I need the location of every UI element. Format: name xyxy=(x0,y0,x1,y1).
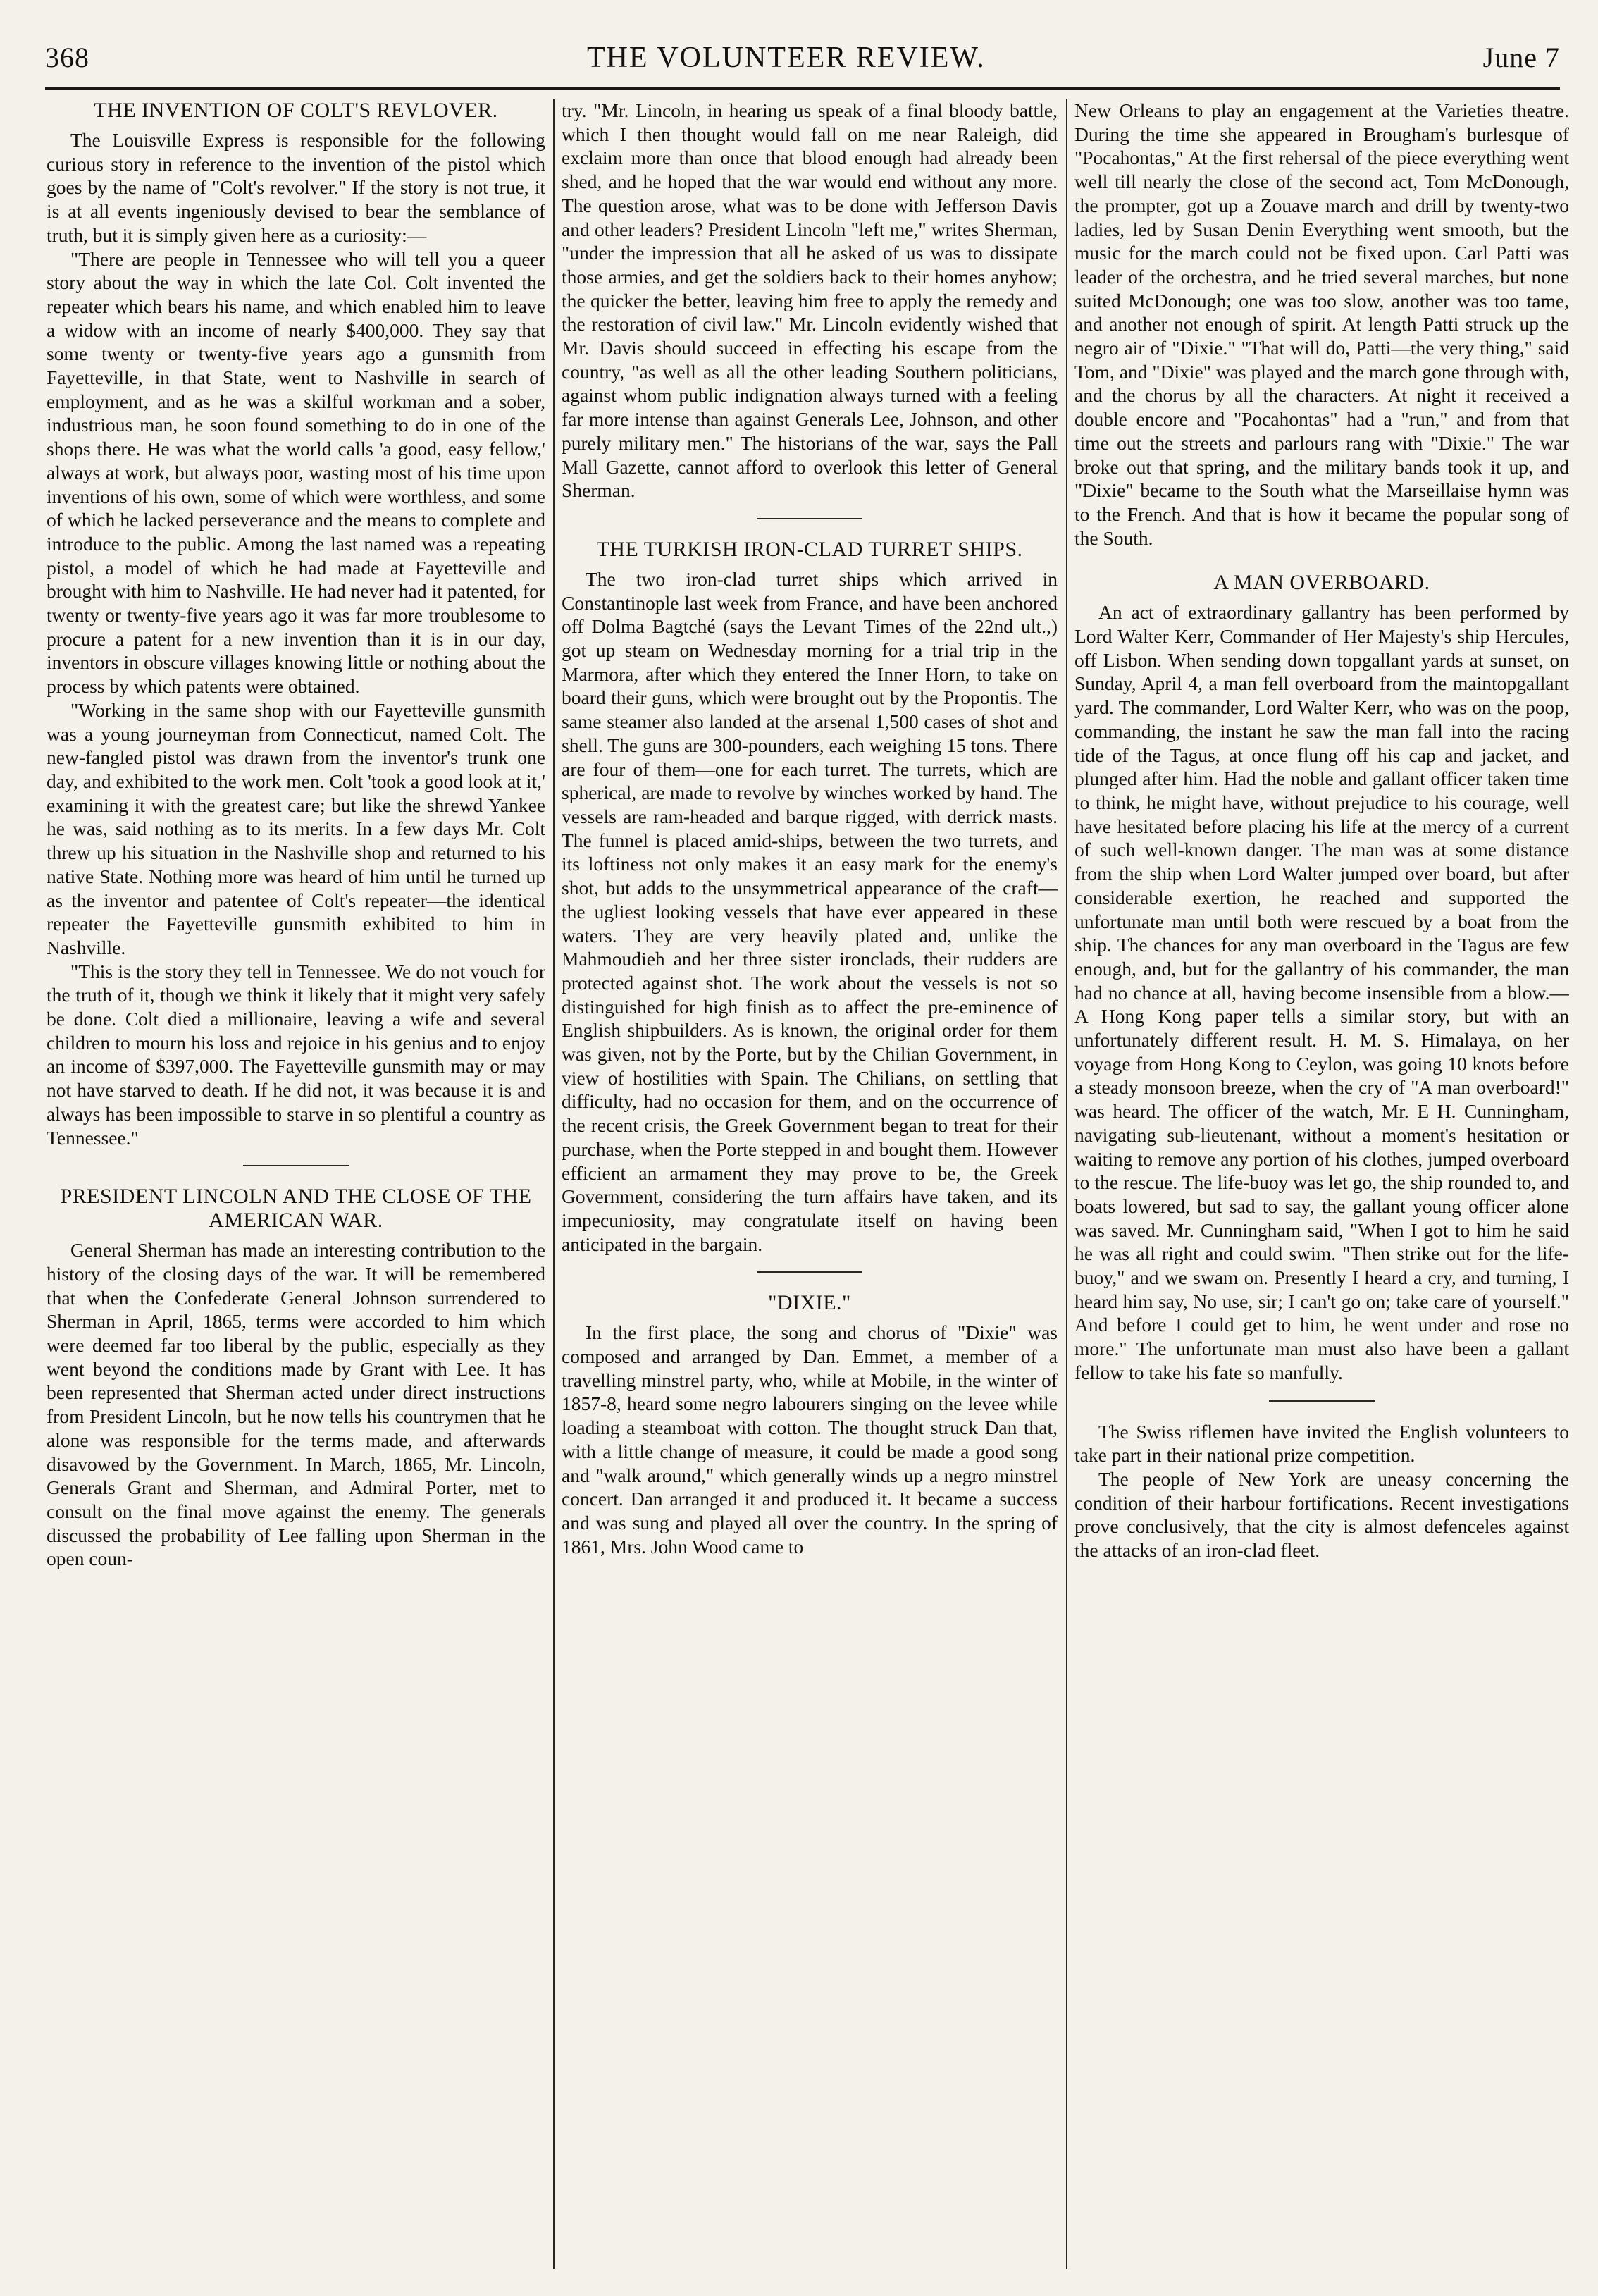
column-2 xyxy=(562,99,1058,2269)
article-title: "DIXIE." xyxy=(768,1291,851,1315)
article-paragraph: "There are people in Tennessee who will tell you a queer story about the way in which the late Col. Colt invented the repeater which bears his name, and which enabled him to leave a widow with an income of nearly $400,000. They say that some twenty or twenty-five years ago a gunsmith from Fayetteville, in that State, went to Nashville in search of employment, and as he was a skilful workman and a sober, industrious man, he soon found something to do in one of the shops there. He was what the world calls 'a good, easy fellow,' always at work, but always poor, wasting most of his time upon inventions of his own, some of which were worthless, and some of which he lacked perseverance and the means to complete and introduce to the public. Among the last named was a repeating pistol, a model of which he had made at Fayetteville and brought with him to Nashville. He had never had it patented, for twenty or twenty-five years ago it was far more troublesome to procure a patent for a new invention than it is in our day, inventors in obscure villages knowing little or nothing about the process by which patents were obtained. xyxy=(47,247,545,698)
journal-title: THE VOLUNTEER REVIEW. xyxy=(586,42,986,74)
article-title: A MAN OVERBOARD. xyxy=(1213,571,1430,595)
news-note: The Swiss riflemen have invited the English volunteers to take part in their national prize competition. xyxy=(1074,1420,1569,1467)
article-separator xyxy=(757,518,862,519)
article-paragraph: An act of extraordinary gallantry has been performed by Lord Walter Kerr, Commander of Her Majesty's ship Hercules, off Lisbon. When sending down topgallant yards at sunset, on Sunday, April 4, a man fell overboard from the maintopgallant yard. The commander, Lord Walter Kerr, who was on the poop, commanding, the instant he saw the man fall into the racing tide of the Tagus, at once flung off his cap and jacket, and plunged after him. Had the noble and gallant officer taken time to think, he might have, without prejudice to his courage, well have hesitated before placing his life at the mercy of a current of such well-known danger. The man was at some distance from the ship when Lord Walter jumped over board, but after considerable exertion, he reached and supported the unfortunate man until both were rescued by a boat from the ship. The chances for any man overboard in the Tagus are few enough, and, but for the gallantry of his commander, the man had no chance at all, having become insensible from a blow.—A Hong Kong paper tells a similar story, but with an unfortunately different result. H. M. S. Himalaya, on her voyage from Hong Kong to Ceylon, was going 10 knots before a steady monsoon breeze, when the cry of "A man overboard!" was heard. The officer of the watch, Mr. E H. Cunningham, navigating sub-lieutenant, without a moment's hesitation or waiting to remove any portion of his clothes, jumped overboard to the rescue. The life-buoy was let go, the ship rounded to, and boats lowered, but sad to say, the gallant young officer alone was saved. Mr. Cunningham said, "When I got to him he said he was all right and could swim. "Then strike out for the life-buoy," and we swam on. Presently I heard a cry, and turning, I heard him say, No use, sir; I can't go on; take care of yourself." And before I could get to him, he went under and rose no more." The unfortunate man must also have been a gallant fellow to take his fate so manfully. xyxy=(1074,601,1569,1383)
article-colt-revolver xyxy=(47,99,545,1149)
article-man-overboard xyxy=(1074,571,1569,1384)
page-header xyxy=(45,41,1560,83)
article-paragraph: New Orleans to play an engagement at the Varieties theatre. During the time she appeared in Brougham's burlesque of "Pocahontas," At the first rehersal of the piece everything went well till nearly the close of the second act, Tom McDonough, the prompter, got up a Zouave march and drill by twenty-two ladies, led by Susan Denin Everything went smooth, but the music for the march could not be fixed upon. Carl Patti was leader of the orchestra, and he tried several marches, but none suited McDonough; one was too slow, another was too tame, and another not enough of spirit. At length Patti struck up the negro air of "Dixie." "That will do, Patti—the very thing," said Tom, and "Dixie" was played and the march gone through with, and the chorus by all the characters. At night it received a double encore and "Pocahontas" had a "run," and from that time out the streets and parlours rang with "Dixie." The war broke out that spring, and the military bands took it up, and "Dixie" became to the South what the Marseillaise hymn was to the French. And that is how it became the popular song of the South. xyxy=(1074,99,1569,549)
header-rule xyxy=(45,87,1560,90)
news-notes xyxy=(1074,1420,1569,1562)
article-paragraph: The two iron-clad turret ships which arrived in Constantinople last week from France, and have been anchored off Dolma Bagtché (says the Levant Times of the 22nd ult.,) got up steam on Wednesday morning for a trial trip in the Marmora, after which they entered the Inner Horn, to take on board their guns, which were brought out by the Propontis. The same steamer also landed at the arsenal 1,500 cases of shot and shell. The guns are 300-pounders, each weighing 15 tons. There are four of them—one for each turret. The turrets, which are spherical, are made to revolve by winches worked by hand. The vessels are ram-headed and barque rigged, with derrick masts. The funnel is placed amid-ships, between the two turrets, and its loftiness not only makes it an easy mark for the enemy's shot, but adds to the unsymmetrical appearance of the craft—the ugliest looking vessels that have ever appeared in these waters. They are very heavily plated and, unlike the Mahmoudieh and her three sister ironclads, their rudders are protected against shot. The work about the vessels is not so distinguished for high finish as to affect the pre-eminence of English shipbuilders. As is known, the original order for them was given, not by the Porte, but by the Chilian Government, in view of hostilities with Spain. The Chilians, on settling that difficulty, had no occasion for them, and on the occurrence of the recent crisis, the Greek Government began to treat for their purchase, when the Porte stepped in and bought them. However efficient an armament they may prove to be, the Greek Government, considering the turn affairs have taken, and its impecuniosity, may congratulate itself on having been anticipated in the bargain. xyxy=(562,567,1058,1255)
article-paragraph: In the first place, the song and chorus of "Dixie" was composed and arranged by Dan. Emmet, a member of a travelling minstrel party, who, while at Mobile, in the winter of 1857-8, heard some negro labourers singing on the levee while loading a steamboat with cotton. The thought struck Dan that, with a little change of measure, it could be made a good song and "walk around," which generally winds up a negro minstrel concert. Dan arranged it and produced it. It became a success and was sung and played all over the country. In the spring of 1861, Mrs. John Wood came to xyxy=(562,1321,1058,1557)
article-paragraph: try. "Mr. Lincoln, in hearing us speak of a final bloody battle, which I then thought would fall on me near Raleigh, did exclaim more than once that blood enough had already been shed, and he hoped that the war would end without any more. The question arose, what was to be done with Jefferson Davis and other leaders? President Lincoln "left me," writes Sherman, "under the impression that all he asked of us was to dissipate those armies, and get the soldiers back to their homes anyhow; the quicker the better, leaving him free to apply the remedy and the restoration of civil law." Mr. Lincoln evidently wished that Mr. Davis should succeed in effecting his escape from the country, "as well as all the other leading Southern politicians, against whom public indignation always turned with a feeling far more intense than against Generals Lee, Johnson, and other purely military men." The historians of the war, says the Pall Mall Gazette, cannot afford to overlook this letter of General Sherman. xyxy=(562,99,1058,502)
column-3 xyxy=(1074,99,1569,2269)
article-separator xyxy=(757,1271,862,1273)
page-number: 368 xyxy=(45,42,89,73)
column-1 xyxy=(47,99,545,2269)
article-paragraph: "This is the story they tell in Tennessee. We do not vouch for the truth of it, though we think it likely that it might very safely be done. Colt died a millionaire, leaving a wife and several children to mourn his loss and rejoice in his genius and to enjoy an income of $397,000. The Fayetteville gunsmith may or may not have starved to death. If he did not, it was because it is and always has been impossible to starve in so plentiful a country as Tennessee." xyxy=(47,960,545,1149)
article-paragraph: "Working in the same shop with our Fayetteville gunsmith was a young journeyman from Connecticut, named Colt. The new-fangled pistol was drawn from the inventor's trunk one day, and exhibited to the work men. Colt 'took a good look at it,' examining it with the greatest care; but like the shrewd Yankee he was, said nothing as to its merits. In a few days Mr. Colt threw up his situation in the Nashville shop and returned to his native State. Nothing more was heard of him until he turned up as the inventor and patentee of Colt's repeater—the identical repeater the Fayetteville gunsmith exhibited to him in Nashville. xyxy=(47,698,545,958)
article-separator xyxy=(1269,1400,1375,1402)
article-lincoln-continued xyxy=(562,99,1058,502)
article-dixie-continued xyxy=(1074,99,1569,550)
news-note: The people of New York are uneasy concerning the condition of their harbour fortifications. Recent investigations prove conclusively, that the city is almost defenceles against the attacks of an iron-clad fleet. xyxy=(1074,1467,1569,1562)
article-dixie xyxy=(562,1291,1058,1558)
article-title: THE INVENTION OF COLT'S REVLOVER. xyxy=(94,99,498,122)
article-paragraph: The Louisville Express is responsible for the following curious story in reference to the invention of the pistol which goes by the name of "Colt's revolver." If the story is not true, it is at all events ingeniously devised to bear the semblance of truth, but it is simply given here as a curiosity:— xyxy=(47,129,545,246)
article-paragraph: General Sherman has made an interesting contribution to the history of the closing days of the war. It will be remembered that when the Confederate General Johnson surrendered to Sherman in April, 1865, terms were accorded to him which were deemed far too liberal by the public, especially as they went beyond the conditions made by Grant with Lee. It has been represented that Sherman acted under direct instructions from President Lincoln, but he now tells his countrymen that he alone was responsible for the terms made, and afterwards disavowed by the Government. In March, 1865, Mr. Lincoln, Generals Grant and Sherman, and Admiral Porter, met to consult on the final move against the enemy. The generals discussed the probability of Lee falling upon Sherman in the open coun- xyxy=(47,1239,545,1570)
article-title: THE TURKISH IRON-CLAD TURRET SHIPS. xyxy=(596,537,1023,561)
article-title: PRESIDENT LINCOLN AND THE CLOSE OF THE AMERICAN WAR. xyxy=(60,1185,532,1233)
column-divider xyxy=(553,99,555,2269)
article-lincoln xyxy=(47,1185,545,1571)
article-turkish-ships xyxy=(562,538,1058,1256)
article-separator xyxy=(243,1165,349,1166)
issue-date: June 7 xyxy=(1482,42,1560,73)
column-divider xyxy=(1066,99,1067,2269)
